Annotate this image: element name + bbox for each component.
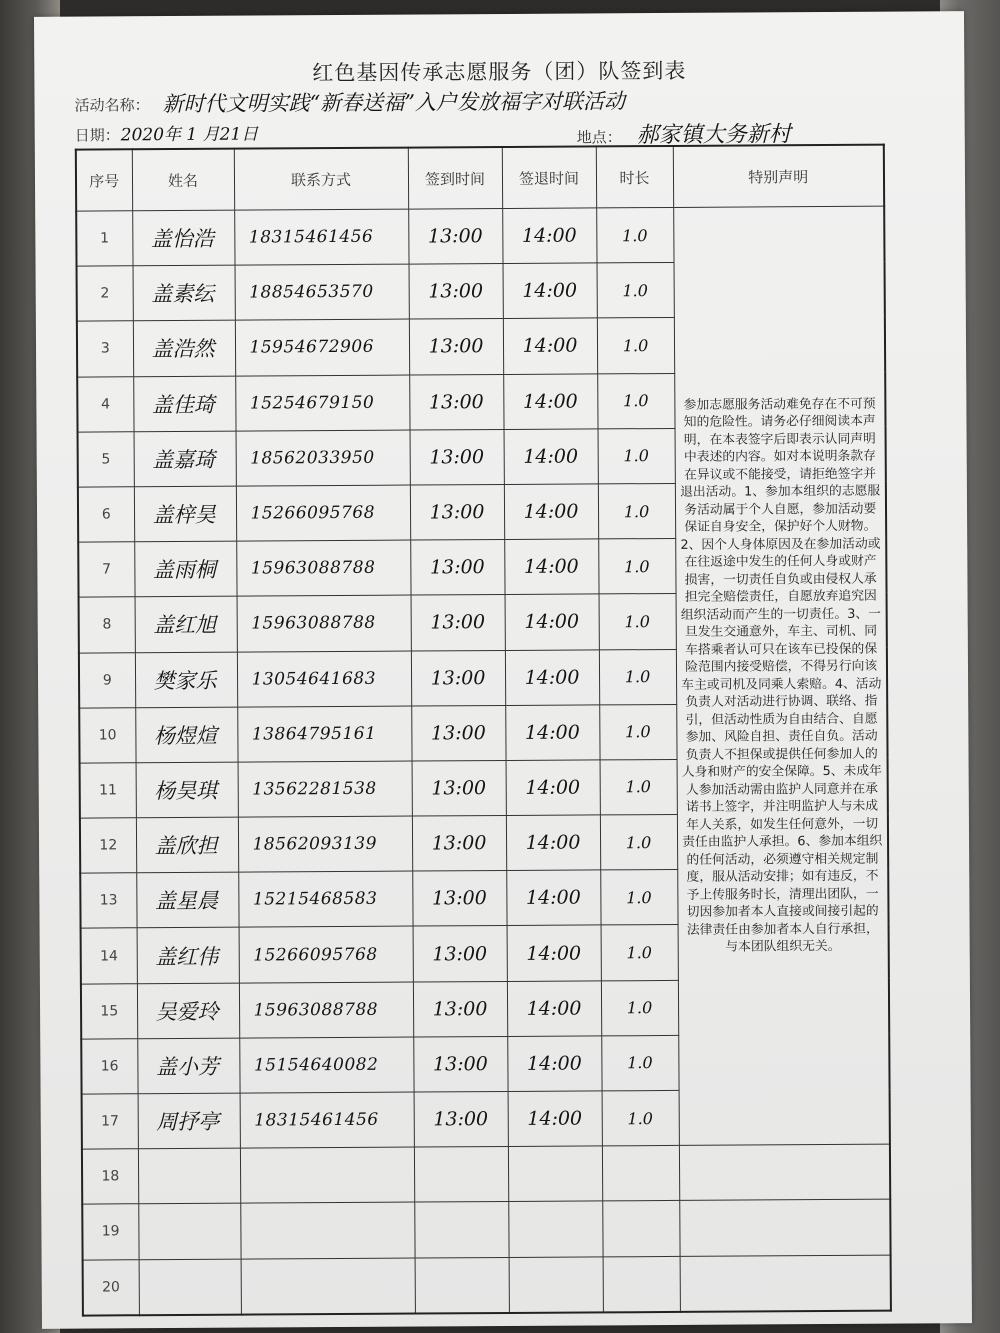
volunteer-name: 周抒亭 (138, 1093, 240, 1149)
row-number: 5 (78, 432, 134, 488)
duration: 1.0 (602, 1090, 679, 1146)
sign-in-sheet (34, 11, 972, 1329)
sign-out-time (509, 1256, 603, 1312)
duration: 1.0 (599, 594, 676, 650)
duration: 1.0 (599, 649, 676, 705)
table-row (82, 1144, 890, 1204)
sign-out-time: 14:00 (505, 594, 599, 650)
sign-out-time: 14:00 (506, 815, 600, 871)
volunteer-name: 杨昊琪 (136, 762, 238, 818)
sign-out-time: 14:00 (505, 649, 599, 705)
volunteer-name (138, 1148, 240, 1204)
sign-in-time (414, 1147, 508, 1203)
volunteer-phone: 13864795161 (237, 706, 411, 762)
duration: 1.0 (598, 539, 675, 595)
table-row (83, 1255, 891, 1316)
location-value: 郝家镇大务新村 (636, 122, 791, 149)
date-value: 2020年 1 月21日 (120, 124, 259, 146)
volunteer-name: 盖怡浩 (132, 210, 234, 266)
volunteer-phone: 15963088788 (237, 595, 411, 651)
sign-in-time: 13:00 (410, 429, 504, 485)
row-number: 9 (79, 652, 135, 708)
row-number: 6 (78, 487, 134, 543)
header-duration: 时长 (596, 146, 673, 208)
duration: 1.0 (598, 428, 675, 484)
duration: 1.0 (597, 263, 674, 319)
duration: 1.0 (599, 704, 676, 760)
header-sign-out-time: 签退时间 (502, 146, 596, 208)
volunteer-phone: 15215468583 (238, 871, 412, 927)
header-sign-in-time: 签到时间 (408, 147, 502, 209)
duration: 1.0 (597, 373, 674, 429)
volunteer-phone: 13562281538 (238, 761, 412, 817)
sign-in-time: 13:00 (411, 595, 505, 651)
row-number: 18 (82, 1149, 138, 1205)
volunteer-phone: 15266095768 (236, 485, 410, 541)
row-number: 17 (82, 1094, 138, 1150)
row-number: 10 (79, 707, 135, 763)
sign-in-time: 13:00 (412, 760, 506, 816)
volunteer-name: 盖雨桐 (134, 541, 236, 597)
volunteer-phone: 13054641683 (237, 651, 411, 707)
header-no: 序号 (76, 149, 132, 211)
row-number: 11 (80, 763, 136, 819)
duration (602, 1201, 679, 1257)
volunteer-phone (240, 1202, 414, 1258)
header-contact: 联系方式 (234, 148, 408, 211)
sign-in-time: 13:00 (412, 816, 506, 872)
volunteer-name: 盖浩然 (133, 321, 235, 377)
table-row (76, 206, 884, 266)
header-name: 姓名 (132, 149, 234, 211)
volunteer-phone: 18315461456 (240, 1092, 414, 1148)
sign-in-table (75, 144, 892, 1317)
sign-out-time: 14:00 (505, 705, 599, 761)
sign-out-time: 14:00 (506, 870, 600, 926)
row-number: 19 (82, 1204, 138, 1260)
activity-label: 活动名称： (74, 96, 150, 115)
volunteer-name (138, 1203, 240, 1259)
sign-out-time: 14:00 (502, 208, 596, 264)
sign-in-time: 13:00 (413, 926, 507, 982)
sign-out-time: 14:00 (503, 318, 597, 374)
sign-in-time: 13:00 (412, 871, 506, 927)
volunteer-name: 盖欣担 (136, 817, 238, 873)
activity-name: 新时代文明实践“新春送福”入户发放福字对联活动 (162, 89, 626, 117)
volunteer-name: 盖梓昊 (134, 486, 236, 542)
volunteer-name: 盖嘉琦 (134, 431, 236, 487)
duration: 1.0 (601, 980, 678, 1036)
sign-in-time: 13:00 (409, 264, 503, 320)
statement-blank (679, 1200, 890, 1256)
row-number: 7 (78, 542, 134, 598)
sign-in-time: 13:00 (413, 981, 507, 1037)
duration: 1.0 (597, 318, 674, 374)
row-number: 15 (81, 983, 137, 1039)
duration: 1.0 (601, 1035, 678, 1091)
sign-out-time (508, 1201, 602, 1257)
statement-text: 参加志愿服务活动难免存在不可预知的危险性。请务必仔细阅读本声明，在本表签字后即表示认同声明中表述的内容。如对本说明条款存在异议或不能接受，请拒绝签字并退出活动。1、参加本组织的志愿服务活动属于个人自愿，参加活动要保证自身安全，保护好个人财物。2、因个人身体原因及在参加活动或在往返途中发生的任何人身或财产损害，一切责任自负或由侵权人承担完全赔偿责任，自愿放弃追究因组织活动而产生的一切责任。3、一旦发生交通意外，车主、司机、同车搭乘者认可只在该车已投保的保险范围内接受赔偿，不得另行向该车主或司机及同乘人索赔。4、活动负责人对活动进行协调、联络、指引，但活动性质为自由结合、自愿参加、风险自担、责任自负。活动负责人不担保或提供任何参加人的人身和财产的安全保障。5、未成年人参加活动需由监护人同意并在承诺书上签字，并注明监护人与未成年人关系，如发生任何意外，一切责任由监护人承担。6、参加本组织的任何活动，必须遵守相关规定制度，服从活动安排；如有违反，不予上传服务时长，清理出团队，一切因参加者本人直接或间接引起的法律责任由参加者本人自行承担，与本团队组织无关。 (673, 206, 890, 1145)
duration (603, 1256, 680, 1312)
sign-in-time: 13:00 (410, 540, 504, 596)
volunteer-phone: 15266095768 (239, 926, 413, 982)
duration: 1.0 (600, 759, 677, 815)
header-statement: 特别声明 (673, 145, 884, 208)
row-number: 8 (79, 597, 135, 653)
volunteer-phone: 15963088788 (236, 540, 410, 596)
volunteer-name: 盖星晨 (136, 872, 238, 928)
sign-in-time (414, 1202, 508, 1258)
row-number: 14 (81, 928, 137, 984)
sign-out-time: 14:00 (507, 981, 601, 1037)
sign-out-time: 14:00 (506, 760, 600, 816)
volunteer-phone: 18854653570 (235, 264, 409, 320)
sign-out-time: 14:00 (508, 1091, 602, 1147)
volunteer-phone: 18562033950 (236, 430, 410, 486)
date-label: 日期： (74, 126, 120, 145)
row-number: 13 (80, 873, 136, 929)
volunteer-phone: 15954672906 (235, 319, 409, 375)
volunteer-name: 樊家乐 (135, 652, 237, 708)
sign-in-time: 13:00 (411, 650, 505, 706)
sign-in-time: 13:00 (414, 1091, 508, 1147)
sign-in-time: 13:00 (408, 208, 502, 264)
sign-out-time: 14:00 (504, 429, 598, 485)
sign-in-time: 13:00 (413, 1036, 507, 1092)
sign-out-time: 14:00 (503, 373, 597, 429)
sign-out-time: 14:00 (503, 263, 597, 319)
volunteer-name: 盖红伟 (137, 928, 239, 984)
volunteer-name: 盖小芳 (137, 1038, 239, 1094)
row-number: 1 (76, 211, 132, 267)
duration (602, 1146, 679, 1202)
row-number: 12 (80, 818, 136, 874)
row-number: 3 (77, 321, 133, 377)
sign-in-time: 13:00 (409, 374, 503, 430)
volunteer-name: 盖素纭 (133, 265, 235, 321)
volunteer-name: 盖红旭 (135, 596, 237, 652)
sign-out-time: 14:00 (504, 539, 598, 595)
volunteer-phone: 15963088788 (239, 982, 413, 1038)
row-number: 20 (83, 1259, 139, 1315)
table-header-row (76, 145, 884, 211)
volunteer-name: 盖佳琦 (133, 376, 235, 432)
volunteer-phone (240, 1147, 414, 1203)
duration: 1.0 (600, 870, 677, 926)
sign-in-time: 13:00 (410, 484, 504, 540)
sign-in-time: 13:00 (411, 705, 505, 761)
duration: 1.0 (600, 815, 677, 871)
volunteer-name: 杨煜煊 (135, 707, 237, 763)
sign-out-time: 14:00 (504, 484, 598, 540)
duration: 1.0 (596, 207, 673, 263)
table-row (82, 1200, 890, 1260)
volunteer-phone: 15154640082 (239, 1037, 413, 1093)
sign-in-time: 13:00 (409, 319, 503, 375)
duration: 1.0 (598, 483, 675, 539)
page-title: 红色基因传承志愿服务（团）队签到表 (312, 58, 687, 86)
sign-in-time (415, 1257, 509, 1313)
row-number: 4 (77, 376, 133, 432)
volunteer-phone: 18562093139 (238, 816, 412, 872)
sign-out-time: 14:00 (507, 1036, 601, 1092)
location-label: 地点： (576, 128, 622, 147)
statement-blank (680, 1255, 891, 1312)
volunteer-name: 吴爱玲 (137, 983, 239, 1039)
volunteer-phone: 15254679150 (235, 375, 409, 431)
sign-out-time (508, 1146, 602, 1202)
sign-out-time: 14:00 (507, 925, 601, 981)
volunteer-name (139, 1259, 241, 1315)
volunteer-phone (241, 1258, 415, 1315)
duration: 1.0 (601, 925, 678, 981)
statement-blank (679, 1144, 890, 1200)
row-number: 2 (77, 266, 133, 322)
volunteer-phone: 18315461456 (234, 209, 408, 265)
row-number: 16 (81, 1039, 137, 1095)
